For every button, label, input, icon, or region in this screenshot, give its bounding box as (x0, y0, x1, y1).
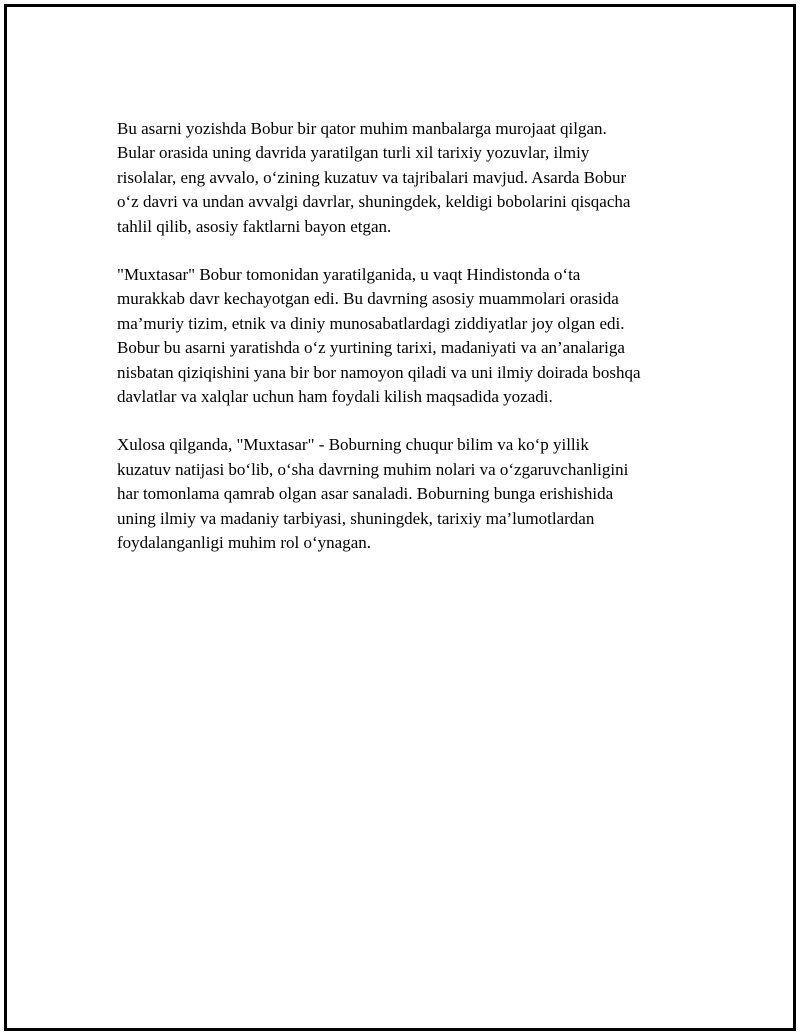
text-line: uning ilmiy va madaniy tarbiyasi, shuningdek, tarixiy ma’lumotlardan (117, 508, 595, 528)
text-line: foydalanganligi muhim rol o‘ynagan. (117, 533, 371, 553)
text-line: kuzatuv natijasi bo‘lib, o‘sha davrning muhim nolari va o‘zgaruvchanligini (117, 459, 629, 479)
text-line: nisbatan qiziqishini yana bir bor namoyon qiladi va uni ilmiy doirada boshqa (117, 362, 641, 382)
text-line: Xulosa qilganda, "Muxtasar" - Boburning chuqur bilim va ko‘p yillik (117, 435, 589, 455)
text-line: Bobur bu asarni yaratishda o‘z yurtining tarixi, madaniyati va an’analariga (117, 338, 625, 358)
text-line: Bu asarni yozishda Bobur bir qator muhim manbalarga murojaat qilgan. (117, 119, 607, 138)
text-line: "Muxtasar" Bobur tomonidan yaratilganida, u vaqt Hindistonda o‘ta (117, 265, 581, 285)
paragraph-sources (117, 117, 697, 239)
text-line: ma’muriy tizim, etnik va diniy munosabatlardagi ziddiyatlar joy olgan edi. (117, 313, 625, 333)
text-line: tahlil qilib, asosiy faktlarni bayon etgan. (117, 216, 392, 236)
text-line: murakkab davr kechayotgan edi. Bu davrning asosiy muammolari orasida (117, 289, 619, 309)
paragraph-context (117, 263, 697, 409)
paragraph-conclusion (117, 433, 697, 555)
text-line: davlatlar va xalqlar uchun ham foydali kilish maqsadida yozadi. (117, 387, 553, 407)
document-body (117, 117, 697, 580)
text-line: risolalar, eng avvalo, o‘zining kuzatuv va tajribalari mavjud. Asarda Bobur (117, 167, 627, 187)
text-line: Bular orasida uning davrida yaratilgan turli xil tarixiy yozuvlar, ilmiy (117, 143, 590, 163)
text-line: o‘z davri va undan avvalgi davrlar, shuningdek, keldigi bobolarini qisqacha (117, 192, 631, 212)
text-line: har tomonlama qamrab olgan asar sanaladi. Boburning bunga erishishida (117, 484, 614, 504)
